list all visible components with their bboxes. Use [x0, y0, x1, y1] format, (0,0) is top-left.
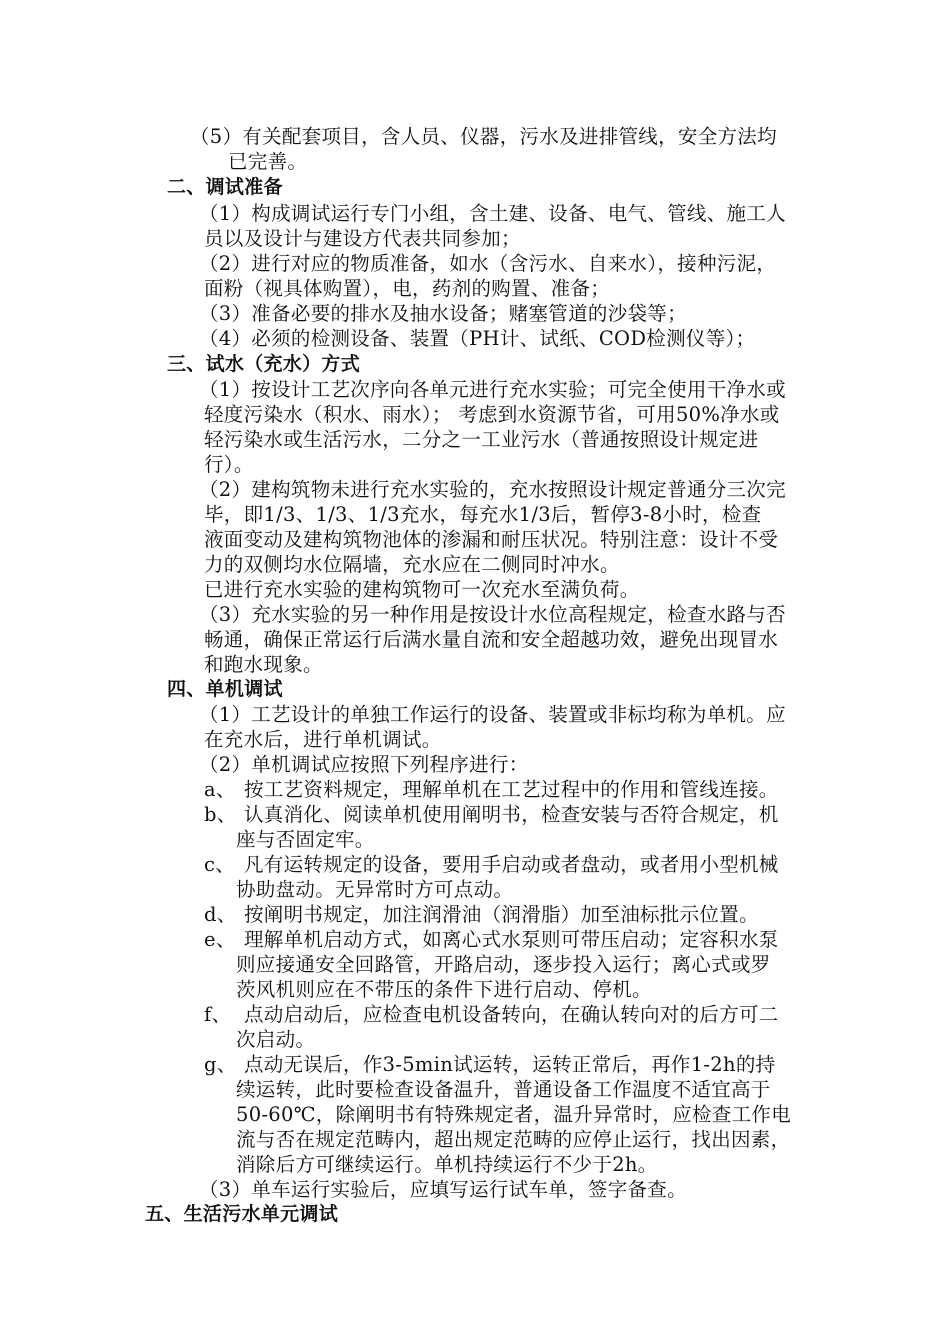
list-item-text: 按工艺资料规定，理解单机在工艺过程中的作用和管线连接。 [244, 778, 779, 801]
list-item-text: 认真消化、阅读单机使用阐明书，检查安装与否符合规定，机 [244, 803, 779, 826]
list-item-text: 按阐明书规定，加注润滑油（润滑脂）加至油标批示位置。 [244, 903, 759, 926]
list-item-text: 次启动。 [236, 1028, 316, 1051]
list-item-text: 茨风机则应在不带压的条件下进行启动、停机。 [236, 978, 652, 1001]
text-line: （2）建构筑物未进行充水实验的，充水按照设计规定普通分三次完 [199, 478, 786, 501]
text-line: （1）工艺设计的单独工作运行的设备、装置或非标均称为单机。应 [199, 703, 786, 726]
text-line: 已完善。 [228, 150, 308, 173]
text-line: （2）单机调试应按照下列程序进行： [199, 753, 529, 776]
list-marker: b、 [204, 803, 237, 826]
text-line: （1）构成调试运行专门小组，含土建、设备、电气、管线、施工人 [199, 202, 786, 225]
text-line: 和跑水现象。 [204, 653, 323, 676]
list-item-text: 50-60℃，除阐明书有特殊规定者，温升异常时，应检查工作电 [236, 1103, 792, 1126]
list-marker: a、 [204, 778, 236, 801]
text-line: （3）充水实验的另一种作用是按设计水位高程规定，检查水路与否 [199, 603, 786, 626]
text-line: 已进行充水实验的建构筑物可一次充水至满负荷。 [204, 578, 640, 601]
list-item-text: 点动无误后，作3-5min试运转，运转正常后，再作1-2h的持 [244, 1053, 776, 1076]
list-marker: c、 [204, 853, 236, 876]
text-line: （3）准备必要的排水及抽水设备；赌塞管道的沙袋等； [199, 302, 687, 325]
list-item-text: 凡有运转规定的设备，要用手启动或者盘动，或者用小型机械 [244, 853, 779, 876]
text-line: （2）进行对应的物质准备，如水（含污水、自来水），接种污泥， [199, 252, 777, 275]
section-heading: 五、生活污水单元调试 [145, 1203, 339, 1225]
section-heading: 三、试水（充水）方式 [167, 353, 361, 375]
list-marker: e、 [204, 928, 236, 951]
text-line: 在充水后，进行单机调试。 [204, 728, 442, 751]
list-item-text: 点动启动后，应检查电机设备转向，在确认转向对的后方可二 [244, 1003, 779, 1026]
text-line: （4）必须的检测设备、装置（PH计、试纸、COD检测仪等）； [199, 327, 756, 350]
text-line: 轻度污染水（积水、雨水）； 考虑到水资源节省，可用50%净水或 [204, 403, 780, 426]
list-item-text: 流与否在规定范畴内，超出规定范畴的应停止运行，找出因素， [236, 1128, 791, 1151]
list-item-text: 消除后方可继续运行。单机持续运行不少于2h。 [236, 1153, 658, 1176]
text-line: 力的双侧均水位隔墙，充水应在二侧同时冲水。 [204, 553, 620, 576]
list-marker: f、 [204, 1003, 232, 1026]
text-line: （5）有关配套项目，含人员、仪器，污水及进排管线，安全方法均 [190, 125, 777, 148]
list-item-text: 理解单机启动方式，如离心式水泵则可带压启动；定容积水泵 [244, 928, 779, 951]
list-item-text: 协助盘动。无异常时方可点动。 [236, 878, 514, 901]
text-line: 行）。 [204, 453, 254, 476]
section-heading: 四、单机调试 [167, 678, 283, 700]
text-line: 畅通，确保正常运行后满水量自流和安全超越功效，避免出现冒水 [204, 628, 779, 651]
text-line: 轻污染水或生活污水，二分之一工业污水（普通按照设计规定进 [204, 428, 759, 451]
list-item-text: 续运转，此时要检查设备温升，普通设备工作温度不适宜高于 [236, 1078, 771, 1101]
list-marker: g、 [204, 1053, 237, 1076]
list-item-text: 则应接通安全回路管，开路启动，逐步投入运行；离心式或罗 [236, 953, 771, 976]
text-line: 面粉（视具体购置），电，药剂的购置、准备； [204, 277, 611, 300]
section-heading: 二、调试准备 [167, 176, 283, 198]
text-line: 员以及设计与建设方代表共同参加； [204, 227, 521, 250]
list-item-text: 座与否固定牢。 [236, 828, 375, 851]
text-line: （3）单车运行实验后，应填写运行试车单，签字备查。 [199, 1178, 687, 1201]
text-line: （1）按设计工艺次序向各单元进行充水实验；可完全使用干净水或 [199, 378, 786, 401]
text-line: 毕，即1/3、1/3、1/3充水，每充水1/3后，暂停3-8小时，检查 [204, 503, 762, 526]
text-line: 液面变动及建构筑物池体的渗漏和耐压状况。特别注意：设计不受 [204, 528, 779, 551]
list-marker: d、 [204, 903, 237, 926]
